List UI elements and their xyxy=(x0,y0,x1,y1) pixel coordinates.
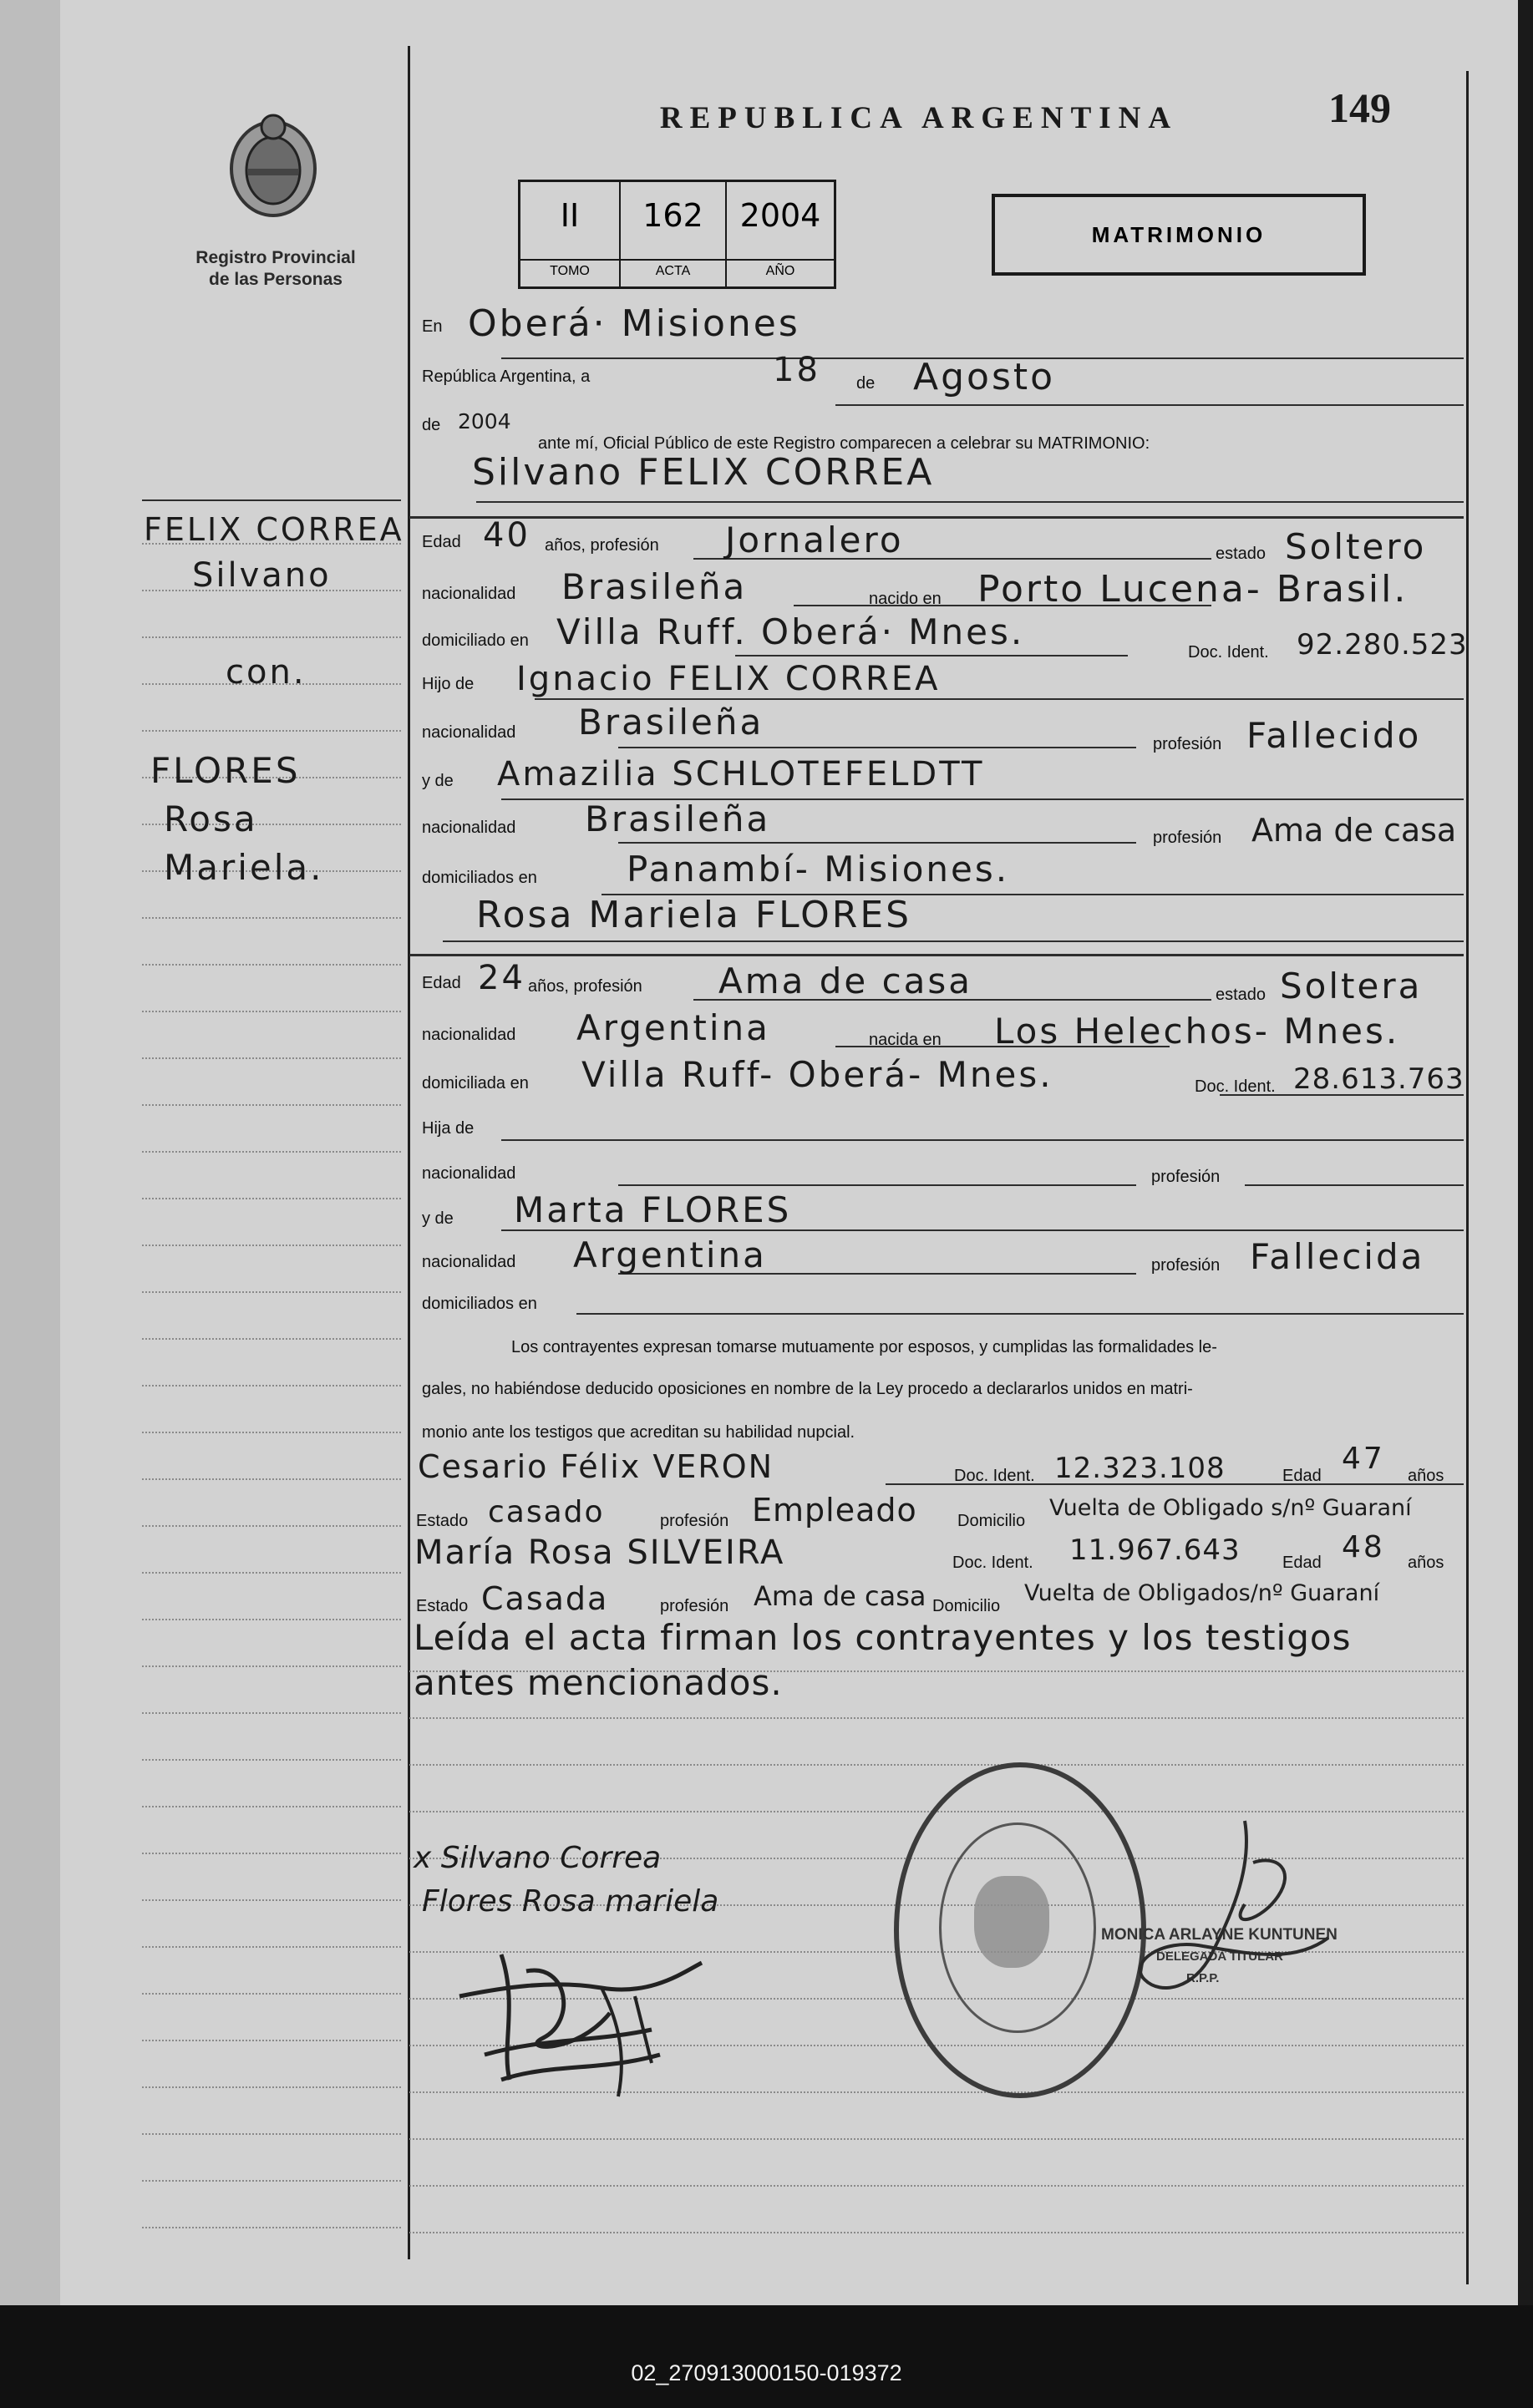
officer-name: MONICA ARLAYNE KUNTUNEN xyxy=(1101,1926,1338,1944)
witness1-prof-label: profesión xyxy=(660,1512,729,1530)
margin-note-line3: con. xyxy=(226,653,307,692)
groom-mother-nationality: Brasileña xyxy=(585,798,771,839)
groom-mother-nat-label: nacionalidad xyxy=(422,819,516,837)
registry-name xyxy=(167,247,384,291)
bride-estado-label: estado xyxy=(1216,986,1267,1004)
witness1-estado-label: Estado xyxy=(416,1512,469,1530)
republica-label: República Argentina, a xyxy=(422,368,591,386)
groom-parents-address: Panambí- Misiones. xyxy=(627,849,1010,890)
witness2-address: Vuelta de Obligados/nº Guaraní xyxy=(1024,1580,1380,1606)
right-margin-rule xyxy=(1466,71,1469,2284)
closing-line2: antes mencionados. xyxy=(414,1662,783,1703)
witness2-prof-label: profesión xyxy=(660,1597,729,1615)
groom-father-profession: Fallecido xyxy=(1246,715,1422,756)
officer-office: R.P.P. xyxy=(1186,1971,1220,1985)
acta-cell xyxy=(621,182,727,286)
tomo-label: TOMO xyxy=(520,259,619,279)
witness2-status: Casada xyxy=(481,1580,609,1617)
margin-note-line2: Silvano xyxy=(192,556,332,595)
witness1-profession: Empleado xyxy=(752,1492,917,1528)
groom-profesion-label: años, profesión xyxy=(545,536,659,555)
de-label: de xyxy=(856,374,876,393)
groom-father-nat-label: nacionalidad xyxy=(422,723,516,742)
bride-profesion-label: años, profesión xyxy=(528,977,642,996)
bride-marital-status: Soltera xyxy=(1280,966,1423,1006)
groom-father-nationality: Brasileña xyxy=(578,702,764,743)
groom-hijo-label: Hijo de xyxy=(422,675,475,693)
groom-birthplace: Porto Lucena- Brasil. xyxy=(977,568,1409,611)
groom-father-prof-label: profesión xyxy=(1153,735,1222,753)
bride-dom-label: domiciliada en xyxy=(422,1074,529,1092)
bride-mother-prof-label: profesión xyxy=(1151,1256,1221,1275)
witness1-doc-label: Doc. Ident. xyxy=(954,1467,1035,1485)
bride-nacida-label: nacida en xyxy=(869,1031,942,1049)
seal-emblem-icon xyxy=(974,1876,1049,1968)
witness2-name: María Rosa SILVEIRA xyxy=(414,1534,785,1572)
witness2-edad-label: Edad xyxy=(1282,1554,1322,1572)
groom-dom-label: domiciliado en xyxy=(422,631,529,650)
marriage-day: 18 xyxy=(773,351,820,389)
witness-signatures-scribble xyxy=(451,1938,727,2105)
registry-name-line2: de las Personas xyxy=(209,270,343,289)
coat-of-arms-icon xyxy=(219,110,327,219)
bride-hija-label: Hija de xyxy=(422,1119,475,1138)
declaration-line2: gales, no habiéndose deducido oposiciones en nombre de la Ley procedo a declararlos unidos en matri- xyxy=(422,1380,1193,1398)
groom-nacido-label: nacido en xyxy=(869,590,942,608)
tomo-cell xyxy=(520,182,621,286)
groom-address: Villa Ruff. Oberá· Mnes. xyxy=(556,611,1025,652)
margin-note-line6: Mariela. xyxy=(164,847,324,888)
witness2-age: 48 xyxy=(1342,1530,1385,1564)
witness1-dom-label: Domicilio xyxy=(957,1512,1026,1530)
bride-address: Villa Ruff- Oberá- Mnes. xyxy=(581,1054,1053,1095)
year-prefix-label: de xyxy=(422,416,441,434)
republic-title: REPUBLICA ARGENTINA xyxy=(659,101,1179,135)
bride-age: 24 xyxy=(478,959,525,997)
record-number-box xyxy=(518,180,836,289)
witness1-age: 47 xyxy=(1342,1442,1385,1476)
declaration-line3: monio ante los testigos que acreditan su habilidad nupcial. xyxy=(422,1423,855,1442)
bride-edad-label: Edad xyxy=(422,974,461,992)
act-type-label: MATRIMONIO xyxy=(1091,222,1267,247)
bride-doc: 28.613.763 xyxy=(1293,1062,1464,1096)
tomo-value: II xyxy=(560,197,580,234)
margin-note-line5: Rosa xyxy=(164,798,258,839)
closing-line1: Leída el acta firman los contrayentes y los testigos xyxy=(414,1617,1352,1658)
groom-parents-dom-label: domiciliados en xyxy=(422,869,537,887)
scan-code: 02_270913000150-019372 xyxy=(631,2360,902,2385)
marriage-month: Agosto xyxy=(913,356,1056,398)
marriage-place: Oberá· Misiones xyxy=(468,302,800,345)
bride-profession: Ama de casa xyxy=(718,961,973,1001)
bride-yde-label: y de xyxy=(422,1209,454,1228)
groom-mother-profession: Ama de casa xyxy=(1251,812,1457,849)
officer-signature-scribble xyxy=(1128,1804,1353,2021)
registry-name-line1: Registro Provincial xyxy=(195,248,356,267)
groom-mother-prof-label: profesión xyxy=(1153,829,1222,847)
witness2-profession: Ama de casa xyxy=(754,1580,926,1612)
bride-mother-nat-label: nacionalidad xyxy=(422,1253,516,1271)
folio-number: 149 xyxy=(1328,84,1391,131)
appearance-text: ante mí, Oficial Público de este Registro comparecen a celebrar su MATRIMONIO: xyxy=(538,434,1150,453)
binding-edge xyxy=(0,0,60,2305)
groom-estado-label: estado xyxy=(1216,545,1267,563)
bride-mother: Marta FLORES xyxy=(514,1189,792,1230)
officer-title: DELEGADA TITULAR xyxy=(1156,1949,1283,1964)
bride-signature: Flores Rosa mariela xyxy=(422,1884,719,1919)
bride-full-name: Rosa Mariela FLORES xyxy=(476,894,912,936)
groom-marital-status: Soltero xyxy=(1285,526,1427,567)
witness2-anos-label: años xyxy=(1408,1554,1444,1572)
anio-value: 2004 xyxy=(739,197,821,234)
groom-age: 40 xyxy=(483,516,530,555)
groom-doc-label: Doc. Ident. xyxy=(1188,643,1269,662)
witness1-edad-label: Edad xyxy=(1282,1467,1322,1485)
left-column-rule xyxy=(408,46,410,2259)
act-type-box xyxy=(992,194,1366,276)
bride-father-nat-label: nacionalidad xyxy=(422,1164,516,1183)
witness1-name: Cesario Félix VERON xyxy=(418,1448,774,1485)
margin-note-line1: FELIX CORREA xyxy=(144,511,404,548)
groom-profession: Jornalero xyxy=(725,520,904,560)
bride-mother-profession: Fallecida xyxy=(1250,1236,1425,1277)
groom-nationality: Brasileña xyxy=(561,566,748,607)
bride-doc-label: Doc. Ident. xyxy=(1195,1077,1276,1096)
acta-value: 162 xyxy=(642,197,703,234)
groom-edad-label: Edad xyxy=(422,533,461,551)
acta-label: ACTA xyxy=(621,259,725,279)
bride-nat-label: nacionalidad xyxy=(422,1026,516,1044)
bride-nationality: Argentina xyxy=(576,1007,770,1048)
groom-mother: Amazilia SCHLOTEFELDTT xyxy=(497,755,985,793)
bride-mother-nationality: Argentina xyxy=(573,1234,767,1275)
bride-birthplace: Los Helechos- Mnes. xyxy=(994,1011,1400,1052)
witness1-status: casado xyxy=(488,1495,605,1529)
witness2-doc-label: Doc. Ident. xyxy=(952,1554,1033,1572)
anio-cell xyxy=(727,182,834,286)
witness2-dom-label: Domicilio xyxy=(932,1597,1001,1615)
witness2-doc: 11.967.643 xyxy=(1069,1534,1241,1567)
witness1-anos-label: años xyxy=(1408,1467,1444,1485)
scan-footer-bar xyxy=(0,2305,1533,2408)
groom-yde-label: y de xyxy=(422,772,454,790)
witness2-estado-label: Estado xyxy=(416,1597,469,1615)
bride-parents-dom-label: domiciliados en xyxy=(422,1295,537,1313)
marriage-year: 2004 xyxy=(458,409,511,433)
groom-signature: x Silvano Correa xyxy=(414,1841,662,1875)
groom-doc: 92.280.523 xyxy=(1297,628,1468,662)
en-label: En xyxy=(422,317,443,336)
witness1-doc: 12.323.108 xyxy=(1054,1452,1226,1485)
bride-father-prof-label: profesión xyxy=(1151,1168,1221,1186)
margin-note-line4: FLORES xyxy=(150,750,301,791)
anio-label: AÑO xyxy=(727,259,834,279)
groom-full-name: Silvano FELIX CORREA xyxy=(472,451,935,494)
witness1-address: Vuelta de Obligado s/nº Guaraní xyxy=(1049,1495,1412,1521)
groom-father: Ignacio FELIX CORREA xyxy=(516,660,941,698)
declaration-line1: Los contrayentes expresan tomarse mutuamente por esposos, y cumplidas las formalidades le- xyxy=(511,1338,1217,1356)
groom-nat-label: nacionalidad xyxy=(422,585,516,603)
